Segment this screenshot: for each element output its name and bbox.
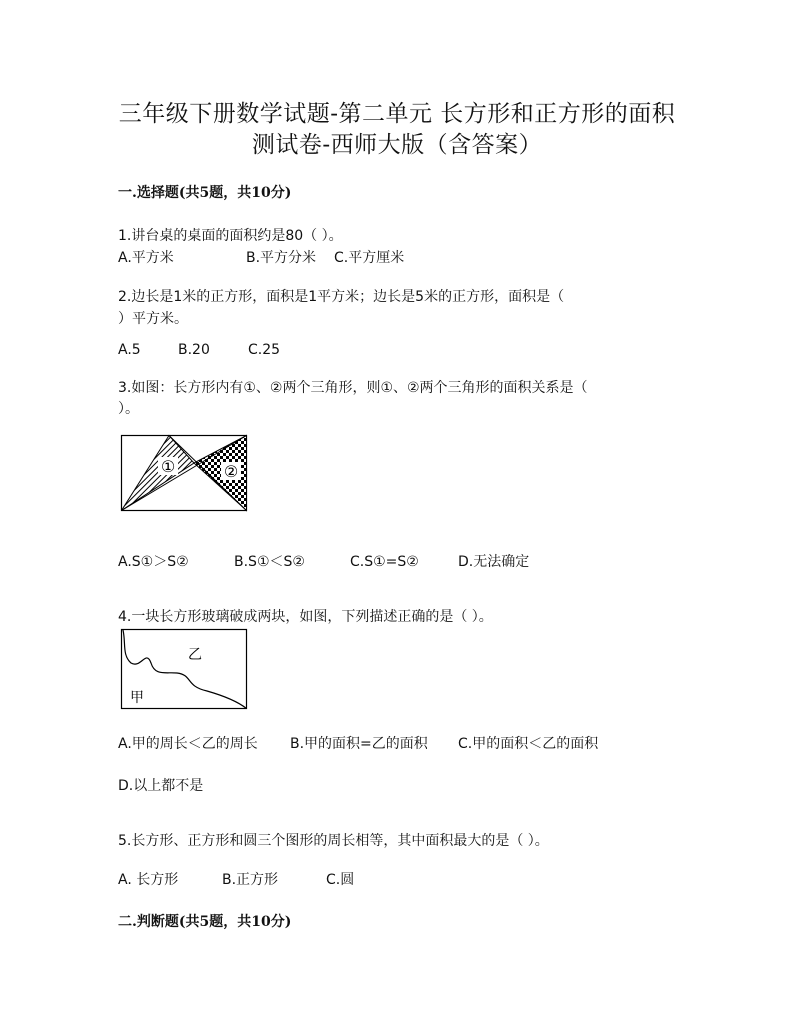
piece-jia-label: 甲: [130, 690, 144, 706]
section-heading-judgement: 二.判断题(共5题，共10分): [118, 914, 292, 930]
question-1-option-b: B.平方分米: [246, 250, 317, 266]
triangle-2-label: ②: [223, 462, 239, 481]
question-2-stem-line2: ）平方米。: [118, 311, 188, 327]
question-4-option-b: B.甲的面积=乙的面积: [290, 736, 428, 752]
question-3-stem-line2: ）。: [118, 401, 139, 417]
question-5-option-a: A. 长方形: [118, 872, 179, 888]
section-heading-choice: 一.选择题(共5题，共10分): [118, 185, 292, 201]
question-3-option-d: D.无法确定: [458, 554, 530, 570]
question-1-option-a: A.平方米: [118, 250, 174, 266]
question-2-option-b: B.20: [178, 342, 210, 358]
question-5-options: [118, 869, 354, 889]
question-2-options: [118, 342, 280, 358]
question-2-option-c: C.25: [248, 342, 281, 358]
question-4-option-a: A.甲的周长＜乙的周长: [118, 736, 258, 752]
question-4-options-row1: [118, 733, 598, 753]
question-3-option-b: B.S①＜S②: [234, 554, 305, 570]
question-4-figure: [121, 629, 248, 710]
question-2-option-a: A.5: [118, 342, 141, 358]
triangle-1-label: ①: [160, 457, 176, 476]
question-1-stem: 1.讲台桌的桌面的面积约是80（ ）。: [118, 228, 343, 244]
question-4-options-row2: [118, 775, 203, 795]
question-4-option-d: D.以上都不是: [118, 778, 204, 794]
question-3-option-c: C.S①=S②: [350, 554, 419, 570]
question-1-options: [118, 247, 404, 267]
question-4-stem: 4.一块长方形玻璃破成两块，如图，下列描述正确的是（ ）。: [118, 609, 493, 625]
question-3-option-a: A.S①＞S②: [118, 554, 189, 570]
page-title-line2: 测试卷-西师大版（含答案）: [251, 132, 543, 158]
question-3-options: [118, 551, 529, 571]
page-title-line1: 三年级下册数学试题-第二单元 长方形和正方形的面积: [118, 101, 676, 127]
question-5-stem: 5.长方形、正方形和圆三个图形的周长相等，其中面积最大的是（ ）。: [118, 833, 549, 849]
question-5-option-b: B.正方形: [222, 872, 279, 888]
piece-yi-label: 乙: [188, 647, 202, 663]
question-4-option-c: C.甲的面积＜乙的面积: [458, 736, 599, 752]
question-3-stem-line1: 3.如图：长方形内有①、②两个三角形，则①、②两个三角形的面积关系是（: [118, 380, 588, 396]
question-5-option-c: C.圆: [326, 872, 355, 888]
question-2-stem-line1: 2.边长是1米的正方形，面积是1平方米；边长是5米的正方形，面积是（: [118, 289, 565, 305]
question-1-option-c: C.平方厘米: [334, 250, 405, 266]
question-3-figure: [121, 435, 248, 512]
